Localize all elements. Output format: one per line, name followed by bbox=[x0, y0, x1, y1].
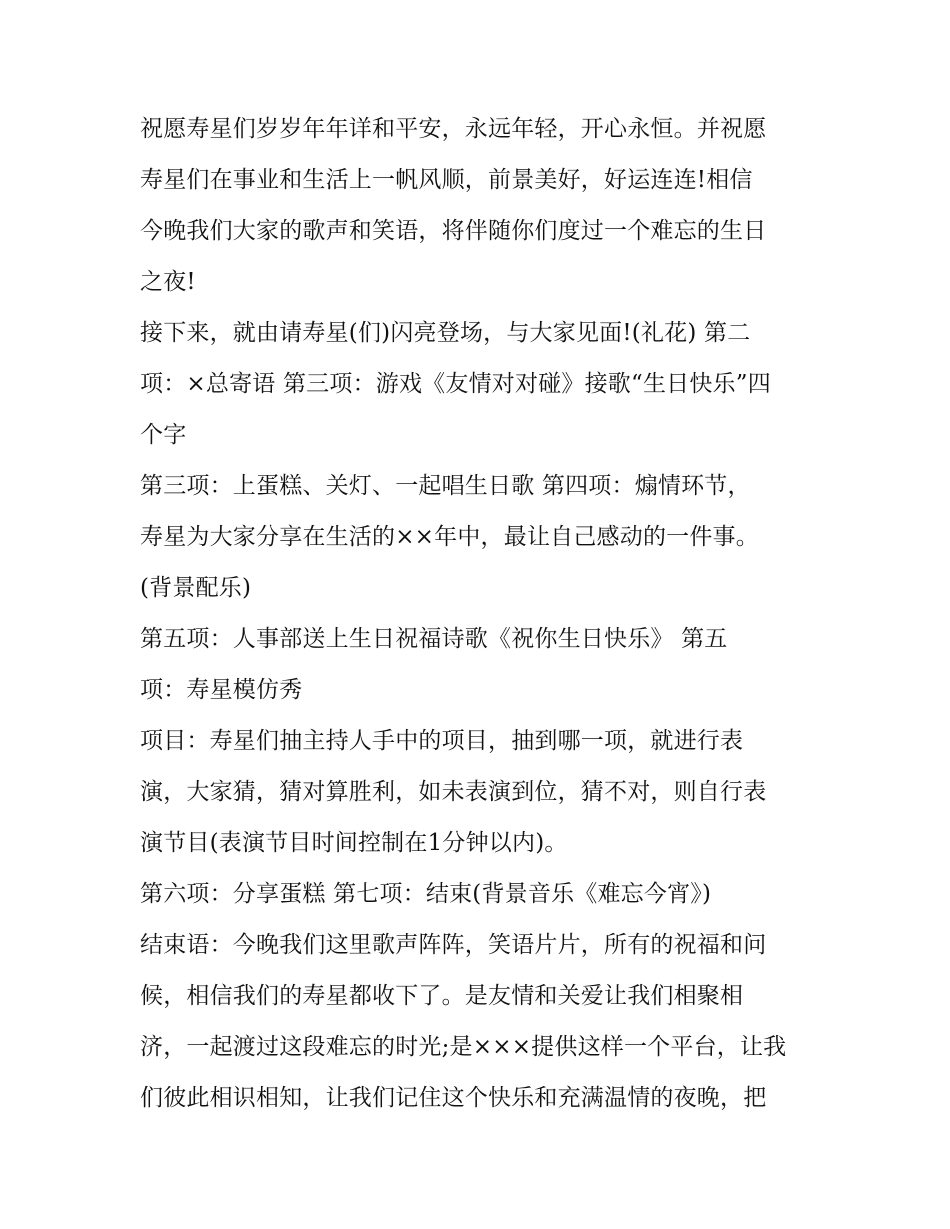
text-line: 接下来，就由请寿星(们)闪亮登场，与大家见面!(礼花) 第二 bbox=[140, 320, 751, 346]
text-line: 寿星们在事业和生活上一帆风顺，前景美好，好运连连!相信 bbox=[140, 167, 753, 193]
text-line: 候，相信我们的寿星都收下了。是友情和关爱让我们相聚相 bbox=[140, 983, 744, 1009]
text-line: 之夜! bbox=[140, 269, 196, 295]
text-line: 第五项：人事部送上生日祝福诗歌《祝你生日快乐》 第五 bbox=[140, 626, 728, 652]
text-line: 结束语：今晚我们这里歌声阵阵，笑语片片，所有的祝福和问 bbox=[140, 932, 767, 958]
text-line: 个字 bbox=[140, 422, 187, 448]
text-line: 今晚我们大家的歌声和笑语，将伴随你们度过一个难忘的生日 bbox=[140, 218, 767, 244]
text-line: 祝愿寿星们岁岁年年详和平安，永远年轻，开心永恒。并祝愿 bbox=[140, 116, 767, 142]
text-line: 第六项：分享蛋糕 第七项：结束(背景音乐《难忘今宵》) bbox=[140, 881, 712, 907]
text-line: 们彼此相识相知，让我们记住这个快乐和充满温情的夜晚，把 bbox=[140, 1085, 767, 1111]
text-line: 寿星为大家分享在生活的××年中，最让自己感动的一件事。 bbox=[140, 524, 759, 550]
text-line: 演，大家猜，猜对算胜利，如未表演到位，猜不对，则自行表 bbox=[140, 779, 767, 805]
text-line: (背景配乐) bbox=[140, 575, 252, 601]
document-body bbox=[140, 104, 820, 1124]
text-line: 项：寿星模仿秀 bbox=[140, 677, 303, 703]
text-line: 济，一起渡过这段难忘的时光;是×××提供这样一个平台，让我 bbox=[140, 1034, 787, 1060]
text-line: 第三项：上蛋糕、关灯、一起唱生日歌 第四项：煽情环节， bbox=[140, 473, 751, 499]
text-line: 项：×总寄语 第三项：游戏《友情对对碰》接歌“生日快乐”四 bbox=[140, 371, 771, 397]
text-line: 项目：寿星们抽主持人手中的项目，抽到哪一项，就进行表 bbox=[140, 728, 744, 754]
text-line: 演节目(表演节目时间控制在1分钟以内)。 bbox=[140, 830, 568, 856]
